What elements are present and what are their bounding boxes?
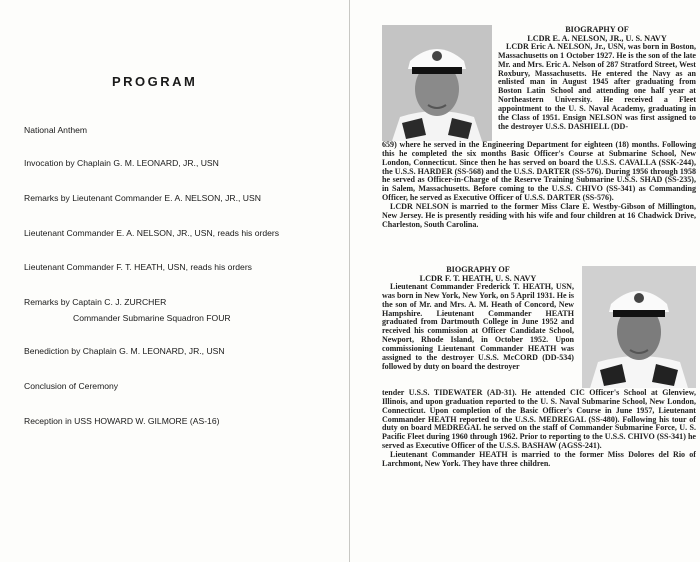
program-item: Commander Submarine Squadron FOUR [73,313,231,323]
heath-portrait-photo [582,266,696,388]
bio-heading-name: LCDR E. A. NELSON, JR., U. S. NAVY [527,33,667,43]
program-item: Reception in USS HOWARD W. GILMORE (AS-16) [24,416,220,426]
bio-paragraph: Lieutenant Commander Frederick T. HEATH, USN, was born in New York, New York, on 5 April 1931. He is the son of Mr. and Mrs. A. M. Heath of Concord, New Hampshire. Lieutenant Commander HEATH graduated from Dartmouth College in June 1952 and received his commission at Officer Candidate School, Newport, Rhode Island, in October 1952. Upon commissioning Lieutenant Commander HEATH was assigned to the destroyer U.S.S. McCORD (DD-534) followed by duty on board the destroyer [382,282,574,371]
program-page [0,0,348,562]
program-item: Remarks by Lieutenant Commander E. A. NELSON, JR., USN [24,193,261,203]
program-item: Lieutenant Commander E. A. NELSON, JR., USN, reads his orders [24,228,280,238]
heath-bio-text-narrow [382,283,574,371]
nelson-bio-text-narrow [498,43,696,131]
program-item: National Anthem [24,125,88,135]
heath-bio-heading [382,266,574,283]
bio-paragraph: LCDR Eric A. NELSON, Jr., USN, was born in Boston, Massachusetts on 1 October 1927. He is the son of the late Mr. and Mrs. Eric A. Nelson of 287 Stratford Street, West Roxbury, Massachusetts. He entered the Navy as an enlisted man in August 1945 after graduating from Boston Latin School and attending one half year at Northeastern University. He received a Fleet appointment to the U. S. Naval Academy, graduating in the Class of 1951. Ensign NELSON was first assigned to the destroyer U.S.S. DASHIELL (DD- [498,42,696,131]
heath-bio-text-wide [382,389,696,469]
bio-paragraph: tender U.S.S. TIDEWATER (AD-31). He attended CIC Officer's School at Glenview, Illinois, and upon graduation reported to the U. S. Naval Submarine School, New London, Connecticut. Upon completion of the Basic Officer's Course in June 1957, Lieutenant Commander HEATH reported to the U.S.S. MEDREGAL (SS-480). Following his tour of duty on board MEDREGAL he served on the staff of Commander Submarine Force, U. S. Pacific Fleet during 1960 through 1962. Prior to reporting to the U.S.S. CHIVO (SS-341) he served as Executive Officer of the U.S.S. BASHAW (AGSS-241). [382,388,696,451]
program-item: Invocation by Chaplain G. M. LEONARD, JR., USN [24,158,219,168]
bio-heading-line: BIOGRAPHY OF [565,25,629,34]
program-item: Conclusion of Ceremony [24,381,119,391]
bio-heading-line: BIOGRAPHY OF [446,265,510,274]
bio-paragraph: Lieutenant Commander HEATH is married to the former Miss Dolores del Rio of Larchmont, New York. They have three children. [382,449,696,468]
bio-heading-name: LCDR F. T. HEATH, U. S. NAVY [419,273,537,283]
program-item: Remarks by Captain C. J. ZURCHER [24,297,167,307]
bio-paragraph: LCDR NELSON is married to the former Miss Clare E. Westby-Gibson of Millington, New Jersey. He is presently residing with his wife and four children at 16 Chadwick Drive, Charleston, South Carolina. [382,201,696,229]
nelson-bio-heading [498,26,696,43]
program-title: PROGRAM [112,74,198,89]
program-item: Benediction by Chaplain G. M. LEONARD, JR., USN [24,346,225,356]
bio-paragraph: 659) where he served in the Engineering Department for eighteen (18) months. Following this he completed the six months Basic Officer's Course at Submarine School, New London, Connecticut. Since then he has served on board the U.S.S. CAVALLA (SSK-244), the U.S.S. HARDER (SS-568) and the U.S.S. DARTER (SS-576). During 1956 through 1958 he served as Officer-in-Charge of the Reserve Training Submarine U.S.S. SHAD (SS-235), in Salem, Massachusetts. Before coming to the U.S.S. CHIVO (SS-341) as Commanding Officer, he served as Executive Officer of U.S.S. DARTER (SS-576). [382,140,696,203]
program-item: Lieutenant Commander F. T. HEATH, USN, reads his orders [24,262,252,272]
nelson-bio-text-wide [382,141,696,229]
biography-page [350,0,700,562]
nelson-portrait-photo [382,25,492,141]
